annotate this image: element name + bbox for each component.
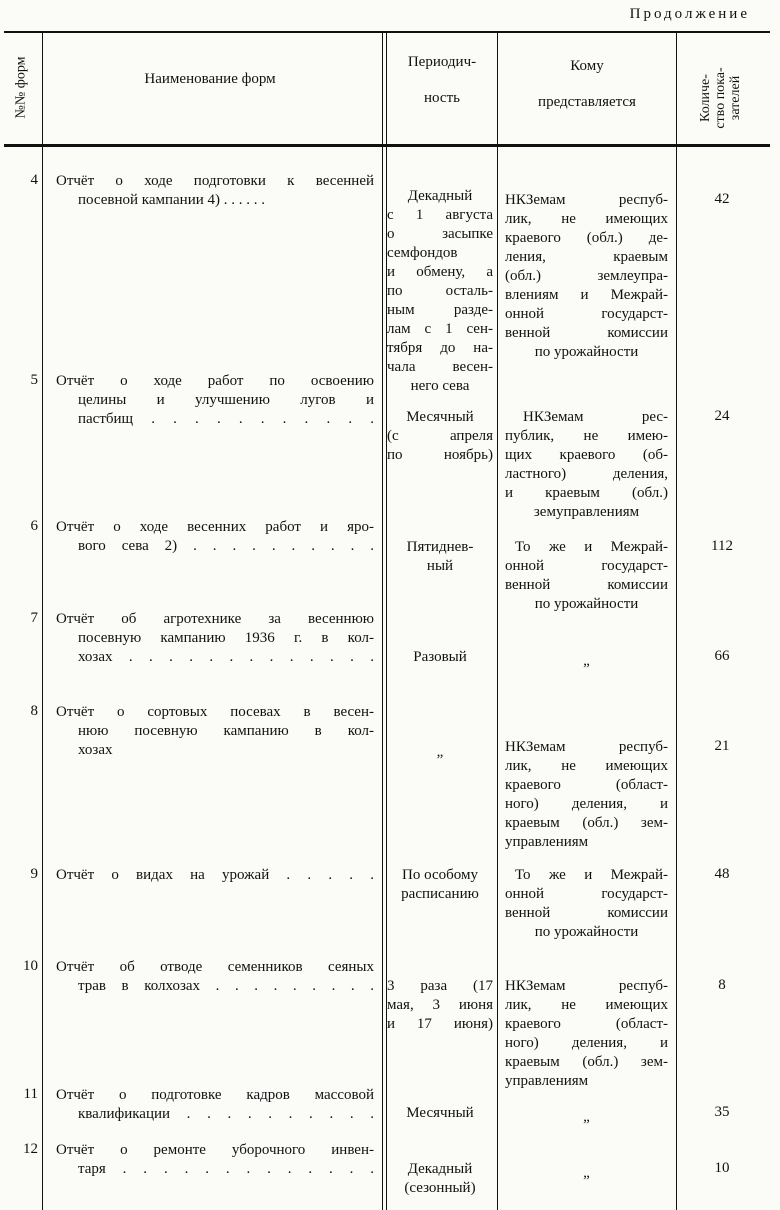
recipient-line: То же и Межрай-: [515, 539, 668, 555]
recipient-line: онной государст-: [505, 886, 668, 902]
form-name-line: хозах: [78, 742, 113, 758]
form-name-line: Отчёт о подготовке кадров массовой: [56, 1087, 374, 1103]
continuation-label: Продолжение: [629, 6, 750, 22]
period-line: По особому: [402, 867, 478, 883]
form-name-line: Отчёт о видах на урожай . . . . .: [56, 867, 374, 883]
period-line: лам с 1 сен-: [387, 321, 493, 337]
row-form-name: [56, 1086, 374, 1124]
form-name-line: вого сева 2) . . . . . . . . . .: [78, 538, 374, 554]
form-name-line: Отчёт о ремонте уборочного инвен-: [56, 1142, 374, 1158]
ditto-mark: „: [583, 1165, 590, 1181]
row-indicator-count: 21: [714, 738, 730, 754]
row-form-name: [56, 610, 374, 667]
period-line: Декадный: [407, 188, 473, 204]
form-name-line: Отчёт о ходе подготовки к весенней: [56, 173, 374, 189]
row-number: 10: [23, 958, 38, 974]
form-name-line: нюю посевную кампанию в кол-: [78, 723, 374, 739]
recipient-line: онной государст-: [505, 306, 668, 322]
row-recipient: [505, 191, 668, 362]
recipient-line: по урожайности: [534, 596, 639, 612]
form-name-line: Отчёт о ходе весенних работ и яро-: [56, 519, 374, 535]
form-name-line: целины и улучшению лугов и: [78, 392, 374, 408]
form-name-line: Отчёт об агротехнике за весеннюю: [56, 611, 374, 627]
form-name-line: Отчёт о ходе работ по освоению: [56, 373, 374, 389]
recipient-line: лик, не имеющих: [505, 997, 668, 1013]
recipient-line: щих краевого (об-: [505, 447, 668, 463]
form-name-line: Отчёт о сортовых посевах в весен-: [56, 704, 374, 720]
recipient-line: ления, краевым: [505, 249, 668, 265]
header-form-number: №№ форм: [13, 56, 29, 119]
row-periodicity: [387, 743, 493, 762]
period-line: (с апреля: [387, 428, 493, 444]
row-number: 6: [30, 518, 38, 534]
recipient-line: краевого (област-: [505, 1016, 668, 1032]
form-name-line: Отчёт об отводе семенников сеяных: [56, 959, 374, 975]
period-line: о засыпке: [387, 226, 493, 242]
row-form-name: [56, 172, 374, 210]
row-number: 7: [30, 610, 38, 626]
form-name-line: хозах . . . . . . . . . . . . .: [78, 649, 374, 665]
form-name-line: посевную кампанию 1936 г. в кол-: [78, 630, 374, 646]
row-number: 4: [30, 172, 38, 188]
recipient-line: НКЗемам рес-: [523, 409, 668, 425]
row-number: 5: [30, 372, 38, 388]
period-line: (сезонный): [404, 1180, 476, 1196]
row-periodicity: [387, 538, 493, 576]
recipient-line: венной комиссии: [505, 325, 668, 341]
recipient-line: ного) деления, и: [505, 796, 668, 812]
period-line: ный: [426, 558, 454, 574]
row-number: 11: [23, 1086, 38, 1102]
row-recipient: [505, 538, 668, 614]
recipient-line: венной комиссии: [505, 905, 668, 921]
recipient-line: То же и Межрай-: [515, 867, 668, 883]
period-line: Пятиднев-: [406, 539, 474, 555]
period-line: мая, 3 июня: [387, 997, 493, 1013]
header-bottom-rule: [4, 144, 770, 147]
row-periodicity: [387, 187, 493, 396]
recipient-line: по урожайности: [534, 924, 639, 940]
header-count-line1: Количе-: [698, 74, 713, 122]
period-line: и обмену, а: [387, 264, 493, 280]
header-recipient-line2: представляется: [538, 94, 636, 110]
form-name-line: трав в колхозах . . . . . . . . .: [78, 978, 374, 994]
row-periodicity: [387, 648, 493, 667]
row-recipient: [505, 1108, 668, 1127]
row-form-name: [56, 518, 374, 556]
recipient-line: краевого (обл.) де-: [505, 230, 668, 246]
period-line: 3 раза (17: [387, 978, 493, 994]
recipient-line: публик, не имею-: [505, 428, 668, 444]
row-number: 8: [30, 703, 38, 719]
row-periodicity: [387, 866, 493, 904]
header-recipient-line1: Кому: [570, 58, 604, 74]
ditto-mark: „: [583, 653, 590, 669]
recipient-line: краевого (област-: [505, 777, 668, 793]
period-line: Декадный: [407, 1161, 473, 1177]
row-recipient: [505, 652, 668, 671]
header-periodicity-line2: ность: [424, 90, 460, 106]
recipient-line: земуправлениям: [533, 504, 640, 520]
recipient-line: онной государст-: [505, 558, 668, 574]
form-name-line: квалификации . . . . . . . . . .: [78, 1106, 374, 1122]
col-divider-2a: [382, 31, 383, 1210]
row-form-name: [56, 866, 374, 885]
col-divider-3: [497, 31, 498, 1210]
recipient-line: (обл.) землеупра-: [505, 268, 668, 284]
recipient-line: венной комиссии: [505, 577, 668, 593]
row-form-name: [56, 958, 374, 996]
period-line: чала весен-: [387, 359, 493, 375]
header-recipient: [498, 48, 676, 120]
period-line: с 1 августа: [387, 207, 493, 223]
table-top-rule: [4, 31, 770, 33]
col-divider-4: [676, 31, 677, 1210]
recipient-line: влениям и Межрай-: [505, 287, 668, 303]
row-recipient: [505, 408, 668, 522]
row-form-name: [56, 703, 374, 760]
ditto-mark: „: [436, 744, 444, 760]
recipient-line: НКЗемам респуб-: [505, 739, 668, 755]
row-periodicity: [387, 1160, 493, 1198]
row-indicator-count: 35: [714, 1104, 730, 1120]
row-periodicity: [387, 1104, 493, 1123]
period-line: расписанию: [401, 886, 479, 902]
recipient-line: ластного) деления,: [505, 466, 668, 482]
form-name-line: пастбищ . . . . . . . . . . .: [78, 411, 374, 427]
period-line: Месячный: [406, 409, 474, 425]
row-form-name: [56, 372, 374, 429]
header-count-line2: ство пока-: [713, 67, 728, 129]
row-indicator-count: 48: [714, 866, 730, 882]
period-line: Месячный: [406, 1105, 474, 1121]
row-indicator-count: 112: [711, 538, 733, 554]
recipient-line: управлениям: [505, 834, 589, 850]
row-form-name: [56, 1141, 374, 1179]
period-line: по ноябрь): [387, 447, 493, 463]
recipient-line: краевым (обл.) зем-: [505, 815, 668, 831]
row-indicator-count: 10: [714, 1160, 730, 1176]
row-number: 12: [23, 1141, 38, 1157]
recipient-line: краевым (обл.) зем-: [505, 1054, 668, 1070]
header-periodicity-line1: Периодич-: [407, 54, 477, 70]
row-recipient: [505, 866, 668, 942]
row-periodicity: [387, 977, 493, 1034]
period-line: по осталь-: [387, 283, 493, 299]
recipient-line: НКЗемам респуб-: [505, 978, 668, 994]
recipient-line: по урожайности: [534, 344, 639, 360]
period-line: Разовый: [413, 649, 467, 665]
recipient-line: и краевым (обл.): [505, 485, 668, 501]
row-periodicity: [387, 408, 493, 465]
recipient-line: лик, не имеющих: [505, 211, 668, 227]
recipient-line: лик, не имеющих: [505, 758, 668, 774]
row-number: 9: [30, 866, 38, 882]
header-periodicity: [387, 44, 497, 116]
recipient-line: НКЗемам респуб-: [505, 192, 668, 208]
row-indicator-count: 24: [714, 408, 730, 424]
row-recipient: [505, 1164, 668, 1183]
period-line: семфондов: [387, 245, 458, 261]
period-line: и 17 июня): [387, 1016, 493, 1032]
period-line: тября до на-: [387, 340, 493, 356]
row-recipient: [505, 738, 668, 852]
header-indicator-count: [698, 50, 746, 146]
row-indicator-count: 42: [714, 191, 730, 207]
period-line: него сева: [410, 378, 470, 394]
form-name-line: таря . . . . . . . . . . . . .: [78, 1161, 374, 1177]
period-line: ным разде-: [387, 302, 493, 318]
col-divider-1: [42, 31, 43, 1210]
row-indicator-count: 8: [718, 977, 726, 993]
recipient-line: ного) деления, и: [505, 1035, 668, 1051]
form-name-line: посевной кампании 4) . . . . . .: [78, 192, 266, 208]
row-indicator-count: 66: [714, 648, 730, 664]
header-count-line3: зателей: [728, 75, 743, 121]
header-form-name: Наименование форм: [144, 71, 276, 87]
ditto-mark: „: [583, 1109, 590, 1125]
recipient-line: управлениям: [505, 1073, 589, 1089]
row-recipient: [505, 977, 668, 1091]
